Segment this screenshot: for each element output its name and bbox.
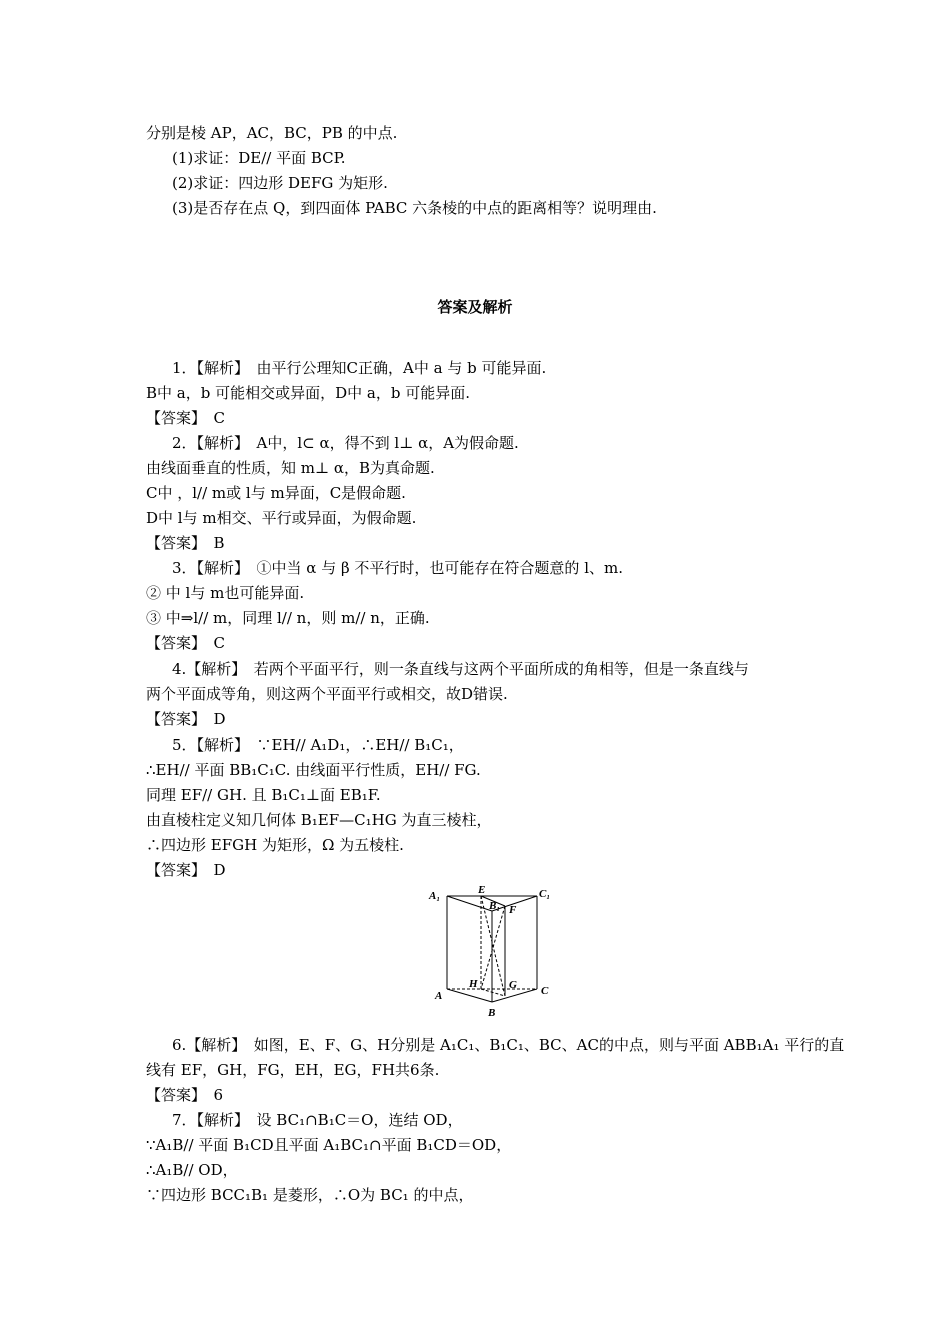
- answer-line: B中 a，b 可能相交或异面，D中 a，b 可能异面.: [146, 384, 470, 402]
- answer-line: ∴A₁B// OD，: [146, 1161, 238, 1179]
- label-f: F: [509, 904, 517, 916]
- answer-line: ∵四边形 BCC₁B₁ 是菱形，∴O为 BC₁ 的中点，: [146, 1186, 474, 1204]
- answer-line: ∴四边形 EFGH 为矩形，Ω 为五棱柱.: [146, 836, 404, 854]
- edge-a-b: [447, 989, 492, 1002]
- problem-line: 分别是棱 AP，AC，BC，PB 的中点.: [146, 124, 398, 142]
- problem-part-3: (3)是否存在点 Q，到四面体 PABC 六条棱的中点的距离相等？说明理由.: [172, 199, 657, 217]
- answer-line: 【答案】 6: [146, 1086, 224, 1104]
- answer-line: 2．【解析】 A中，l⊂ α，得不到 l⊥ α，A为假命题.: [172, 434, 519, 452]
- label-c1: C₁: [539, 888, 551, 900]
- answer-line: 3．【解析】 ①中当 α 与 β 不平行时，也可能存在符合题意的 l、m.: [172, 559, 623, 577]
- answer-line: ∵A₁B// 平面 B₁CD且平面 A₁BC₁∩平面 B₁CD＝OD，: [146, 1136, 512, 1154]
- answer-line: 【答案】 D: [146, 861, 226, 879]
- answer-line: 两个平面成等角，则这两个平面平行或相交，故D错误.: [146, 685, 508, 703]
- answer-line: ③ 中⇒l// m，同理 l// n，则 m// n，正确.: [146, 609, 430, 627]
- label-a: A: [435, 990, 443, 1002]
- answer-line: ② 中 l与 m也可能异面.: [146, 584, 305, 602]
- section-title: 答案及解析: [437, 298, 513, 316]
- problem-part-1: (1)求证：DE// 平面 BCP.: [172, 149, 346, 167]
- prism-figure: [425, 884, 560, 1022]
- label-e: E: [478, 884, 486, 896]
- answer-line: 4.【解析】 若两个平面平行，则一条直线与这两个平面所成的角相等，但是一条直线与: [172, 660, 749, 678]
- label-g: G: [509, 979, 517, 991]
- answer-line: 线有 EF，GH，FG，EH，EG，FH共6条.: [146, 1061, 440, 1079]
- label-b1: B₁: [489, 900, 501, 912]
- answer-line: 由直棱柱定义知几何体 B₁EF—C₁HG 为直三棱柱，: [146, 811, 492, 829]
- label-c: C: [541, 985, 549, 997]
- answer-line: D中 l与 m相交、平行或异面，为假命题.: [146, 509, 417, 527]
- answer-line: ∴EH// 平面 BB₁C₁C. 由线面平行性质，EH// FG.: [146, 761, 481, 779]
- label-h: H: [469, 978, 478, 990]
- answer-line: 5．【解析】 ∵EH// A₁D₁，∴EH// B₁C₁，: [172, 736, 464, 754]
- answer-line: 【答案】 D: [146, 710, 226, 728]
- answer-line: 同理 EF// GH. 且 B₁C₁⊥面 EB₁F.: [146, 786, 381, 804]
- answer-line: 【答案】 C: [146, 634, 225, 652]
- answer-line: 1．【解析】 由平行公理知C正确，A中 a 与 b 可能异面.: [172, 359, 547, 377]
- answer-line: 【答案】 C: [146, 409, 225, 427]
- answer-line: 6.【解析】 如图，E、F、G、H分别是 A₁C₁、B₁C₁、BC、AC的中点，则与平面 ABB₁A₁ 平行的直: [172, 1036, 845, 1054]
- answer-line: C中 ，l// m或 l与 m异面，C是假命题.: [146, 484, 406, 502]
- answer-line: 由线面垂直的性质，知 m⊥ α，B为真命题.: [146, 459, 435, 477]
- answer-line: 【答案】 B: [146, 534, 225, 552]
- label-a1: A₁: [429, 890, 441, 902]
- segment-h-g: [481, 989, 505, 996]
- answer-line: 7．【解析】 设 BC₁∩B₁C＝O，连结 OD，: [172, 1111, 463, 1129]
- problem-part-2: (2)求证：四边形 DEFG 为矩形.: [172, 174, 388, 192]
- label-b: B: [488, 1007, 496, 1019]
